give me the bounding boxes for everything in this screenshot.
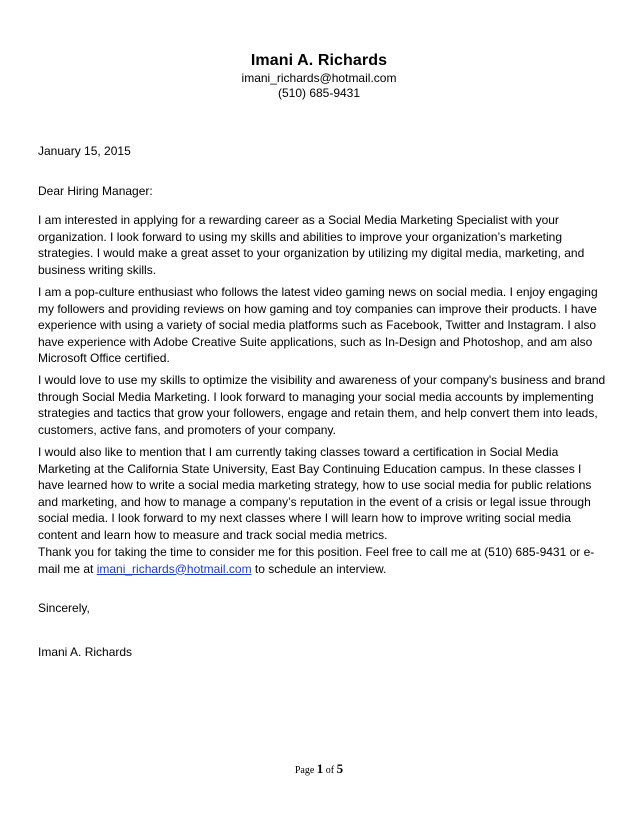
sender-phone: (510) 685-9431	[277, 86, 361, 100]
paragraph-education: I would also like to mention that I am currently taking classes toward a certification in Social Media Marketing at the California State University, East Bay Continuing Education campus. In these classes I have learned how to write a social media marketing strategy, how to use social media for public relations and marketing, and how to manage a company’s reputation in the event of a crisis or legal issue through social media. I look forward to my next classes where I will learn how to improve writing social media content and learn how to measure and track social media metrics.	[38, 445, 592, 542]
paragraph-goals: I would love to use my skills to optimize the visibility and awareness of your company's business and brand through Social Media Marketing. I look forward to managing your social media accounts by implementing strategies and tactics that grow your followers, engage and retain them, and help convert them into leads, customers, active fans, and promoters of your company.	[38, 373, 606, 437]
salutation: Dear Hiring Manager:	[38, 184, 153, 198]
page-number: 1	[316, 761, 324, 776]
thank-you-text: Thank you for taking the time to consider me for this position. Feel free to call me at (510) 685-9431 or e-mail me at	[38, 545, 595, 576]
letter-date: January 15, 2015	[38, 144, 131, 158]
page-word: Page	[294, 765, 315, 776]
thank-you-text-end: to schedule an interview.	[251, 561, 387, 576]
page-footer	[0, 762, 638, 778]
signature: Imani A. Richards	[38, 645, 133, 659]
paragraph-intro: I am interested in applying for a rewarding career as a Social Media Marketing Specialist with your organization. I look forward to using my skills and abilities to improve your organization’s marketing strategies. I would make a great asset to your organization by utilizing my digital media, marketing, and business writing skills.	[38, 213, 585, 277]
page-total: 5	[336, 761, 344, 776]
paragraph-thank-you	[38, 544, 608, 577]
email-link[interactable]: imani_richards@hotmail.com	[96, 561, 252, 576]
paragraph-experience: I am a pop-culture enthusiast who follows the latest video gaming news on social media. I enjoy engaging my followers and providing reviews on how gaming and toy companies can improve their products. I have experience with using a variety of social media platforms such as Facebook, Twitter and Instagram. I also have experience with Adobe Creative Suite applications, such as In-Design and Photoshop, and am also Microsoft Office certified.	[38, 285, 598, 365]
letter-header	[0, 51, 638, 101]
of-word: of	[325, 765, 335, 776]
sender-email: imani_richards@hotmail.com	[241, 71, 397, 85]
sender-name: Imani A. Richards	[250, 52, 388, 69]
closing: Sincerely,	[38, 601, 90, 615]
